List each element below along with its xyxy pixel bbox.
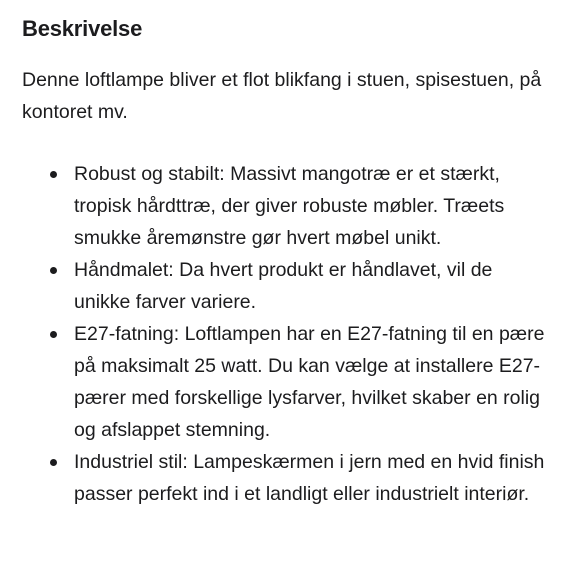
list-item xyxy=(74,446,549,510)
intro-text: Denne loftlampe bliver et flot blikfang i stuen, spisestuen, på kontoret mv. xyxy=(22,69,542,123)
bullet-icon xyxy=(50,171,57,178)
feature-list xyxy=(22,158,549,510)
bullet-icon xyxy=(50,331,57,338)
list-item-text: E27-fatning: Loftlampen har en E27-fatning til en pære på maksimalt 25 watt. Du kan vælge at installere E27-pærer med forskellige lysfarver, hvilket skaber en rolig og afslappet stemning. xyxy=(74,323,545,441)
list-item xyxy=(74,254,549,318)
list-item-text: Håndmalet: Da hvert produkt er håndlavet, vil de unikke farver variere. xyxy=(74,259,493,313)
list-item xyxy=(74,158,549,254)
bullet-icon xyxy=(50,267,57,274)
list-item xyxy=(74,318,549,446)
bullet-icon xyxy=(50,459,57,466)
list-item-text: Industriel stil: Lampeskærmen i jern med en hvid finish passer perfekt ind i et landligt eller industrielt interiør. xyxy=(74,451,545,505)
section-title: Beskrivelse xyxy=(22,16,143,41)
list-item-text: Robust og stabilt: Massivt mangotræ er et stærkt, tropisk hårdttræ, der giver robuste møbler. Træets smukke åremønstre gør hvert møbel unikt. xyxy=(74,163,505,249)
